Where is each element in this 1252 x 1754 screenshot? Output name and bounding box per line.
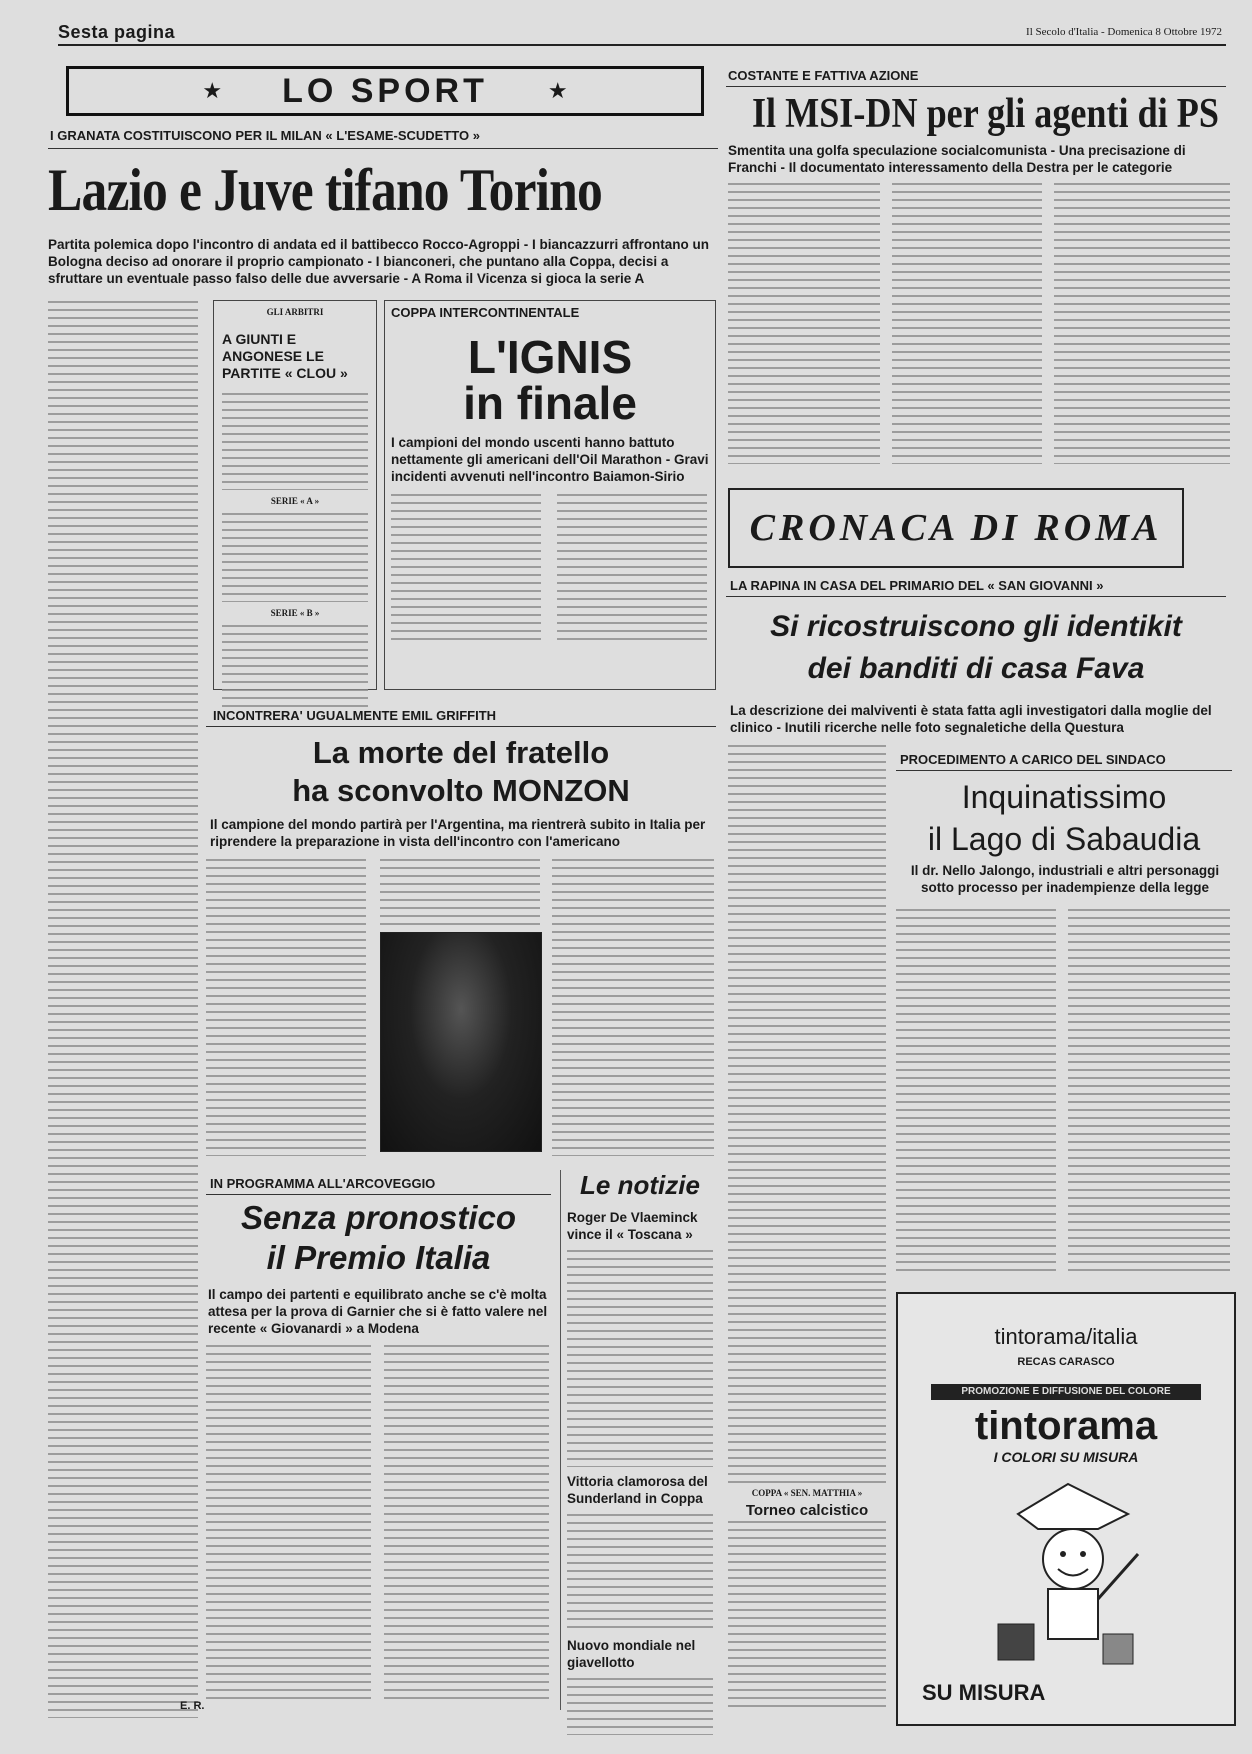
author-initials: E. R. bbox=[180, 1700, 205, 1712]
ad-tagline: I COLORI SU MISURA bbox=[993, 1449, 1139, 1465]
ad-footer: SU MISURA bbox=[922, 1680, 1046, 1705]
section-label: Sesta pagina bbox=[58, 22, 176, 42]
sabaudia-body-col1 bbox=[896, 906, 1056, 1276]
tintorama-ad bbox=[896, 1292, 1236, 1726]
ignis-headline-1: L'IGNIS bbox=[467, 331, 633, 383]
notizie-title: Le notizie bbox=[580, 1170, 700, 1200]
notizie-text-1 bbox=[567, 1247, 713, 1467]
monzon-body-col2 bbox=[380, 856, 540, 926]
ignis-body-col1 bbox=[391, 491, 541, 641]
premio-headline-1: Senza pronostico bbox=[240, 1199, 517, 1236]
monzon-headline-1: La morte del fratello bbox=[312, 735, 610, 770]
arbitri-label: GLI ARBITRI bbox=[266, 307, 324, 317]
arbitri-sub-a: SERIE « A » bbox=[270, 496, 320, 506]
ignis-headline-2: in finale bbox=[463, 377, 637, 429]
fava-headline-2: dei banditi di casa Fava bbox=[807, 652, 1145, 685]
premio-headline-2: il Premio Italia bbox=[266, 1239, 491, 1276]
star-icon: ★ bbox=[547, 78, 568, 103]
monzon-body-col1 bbox=[206, 856, 366, 1156]
ignis-summary: I campioni del mondo uscenti hanno battuto nettamente gli americani dell'Oil Marathon - Gravi incidenti avvenuti nell'incontro Baiamon-Sirio bbox=[391, 435, 709, 484]
sabaudia-kicker: PROCEDIMENTO A CARICO DEL SINDACO bbox=[900, 752, 1166, 767]
rule bbox=[726, 86, 1226, 87]
monzon-headline bbox=[206, 734, 716, 810]
premio-kicker: IN PROGRAMMA ALL'ARCOVEGGIO bbox=[210, 1176, 436, 1191]
msi-body-col2 bbox=[892, 180, 1042, 464]
fava-summary: La descrizione dei malviventi è stata fatta agli investigatori dalla moglie del clinico - Inutili ricerche nelle foto segnaletiche della Questura bbox=[730, 703, 1212, 735]
cronaca-title: CRONACA DI ROMA bbox=[749, 507, 1163, 549]
rule bbox=[206, 726, 716, 727]
torneo-label: COPPA « SEN. MATTHIA » bbox=[751, 1488, 863, 1498]
rule bbox=[896, 770, 1232, 771]
fava-body-text bbox=[728, 742, 886, 1712]
star-icon: ★ bbox=[202, 78, 223, 103]
notizie-text-2 bbox=[567, 1511, 713, 1631]
fava-kicker: LA RAPINA IN CASA DEL PRIMARIO DEL « SAN GIOVANNI » bbox=[730, 578, 1104, 593]
arbitri-list-a bbox=[222, 510, 368, 602]
notizie-item-1: Roger De Vlaeminck vince il « Toscana » bbox=[567, 1210, 698, 1242]
arbitri-headline: A GIUNTI E ANGONESE LE PARTITE « CLOU » bbox=[222, 331, 348, 381]
arbitri-intro bbox=[222, 390, 368, 490]
fava-headline-1: Si ricostruiscono gli identikit bbox=[770, 610, 1182, 643]
notizie-text-3 bbox=[567, 1675, 713, 1735]
sport-summary: Partita polemica dopo l'incontro di andata ed il battibecco Rocco-Agroppi - I biancazzurri affrontano un Bologna deciso ad onorare il proprio campionato - I bianconeri, che puntano alla Coppa, decisi a sfruttare un eventuale passo falso delle due avversarie - A Roma il Vicenza si gioca la serie A bbox=[48, 237, 710, 286]
premio-headline bbox=[206, 1198, 551, 1278]
msi-kicker: COSTANTE E FATTIVA AZIONE bbox=[728, 68, 919, 83]
sport-body-text bbox=[48, 298, 198, 1718]
ignis-box bbox=[384, 300, 716, 690]
sabaudia-headline-2: il Lago di Sabaudia bbox=[927, 821, 1201, 857]
sabaudia-headline bbox=[896, 776, 1232, 860]
premio-summary: Il campo dei partenti e equilibrato anche se c'è molta attesa per la prova di Garnier che si è fatto valere nel recente « Giovanardi » a Modena bbox=[208, 1287, 548, 1336]
sport-kicker: I GRANATA COSTITUISCONO PER IL MILAN « L'ESAME-SCUDETTO » bbox=[50, 128, 480, 143]
msi-headline: Il MSI-DN per gli agenti di PS bbox=[752, 91, 1219, 137]
ad-brand: tintorama/italia bbox=[994, 1324, 1138, 1349]
monzon-body-col3 bbox=[552, 856, 714, 1156]
rule bbox=[48, 148, 718, 149]
monzon-summary: Il campione del mondo partirà per l'Argentina, ma rientrerà subito in Italia per riprendere la preparazione in vista dell'incontro con l'americano bbox=[210, 817, 706, 849]
premio-body-col2 bbox=[384, 1342, 549, 1702]
monzon-kicker: INCONTRERA' UGUALMENTE EMIL GRIFFITH bbox=[213, 708, 497, 723]
premio-body-col1 bbox=[206, 1342, 371, 1702]
ignis-kicker: COPPA INTERCONTINENTALE bbox=[391, 305, 580, 320]
arbitri-box bbox=[213, 300, 377, 690]
ad-bar: PROMOZIONE E DIFFUSIONE DEL COLORE bbox=[931, 1384, 1201, 1400]
monzon-photo bbox=[380, 932, 542, 1152]
rule bbox=[206, 1194, 551, 1195]
sport-banner-title: LO SPORT bbox=[282, 71, 488, 110]
msi-body-col3 bbox=[1054, 180, 1230, 464]
ad-sub: RECAS CARASCO bbox=[1017, 1356, 1115, 1368]
notizie-column bbox=[560, 1170, 719, 1710]
cronaca-banner bbox=[728, 488, 1184, 568]
sabaudia-headline-1: Inquinatissimo bbox=[961, 779, 1167, 815]
mascot-illustration bbox=[978, 1474, 1158, 1674]
notizie-item-3: Nuovo mondiale nel giavellotto bbox=[567, 1638, 696, 1670]
ignis-body-col2 bbox=[557, 491, 707, 641]
masthead-date: Il Secolo d'Italia - Domenica 8 Ottobre 1972 bbox=[1026, 26, 1222, 38]
monzon-headline-2: ha sconvolto MONZON bbox=[292, 773, 630, 808]
header-rule bbox=[58, 44, 1226, 46]
sabaudia-body-col2 bbox=[1068, 906, 1230, 1276]
arbitri-sub-b: SERIE « B » bbox=[270, 608, 320, 618]
torneo-headline: Torneo calcistico bbox=[745, 1502, 869, 1519]
notizie-item-2: Vittoria clamorosa del Sunderland in Coppa bbox=[567, 1474, 708, 1506]
msi-summary: Smentita una golfa speculazione socialcomunista - Una precisazione di Franchi - Il documentato interessamento della Destra per le categorie bbox=[728, 143, 1186, 175]
torneo-block bbox=[728, 1488, 886, 1519]
sport-headline: Lazio e Juve tifano Torino bbox=[48, 157, 602, 223]
arbitri-list-b bbox=[222, 622, 368, 712]
sport-banner bbox=[66, 66, 704, 116]
fava-headline bbox=[726, 606, 1226, 690]
msi-body-col1 bbox=[728, 180, 880, 464]
rule bbox=[726, 596, 1226, 597]
ad-big-brand: tintorama bbox=[974, 1404, 1158, 1448]
sabaudia-summary: Il dr. Nello Jalongo, industriali e altri personaggi sotto processo per inadempienze della legge bbox=[910, 863, 1220, 895]
